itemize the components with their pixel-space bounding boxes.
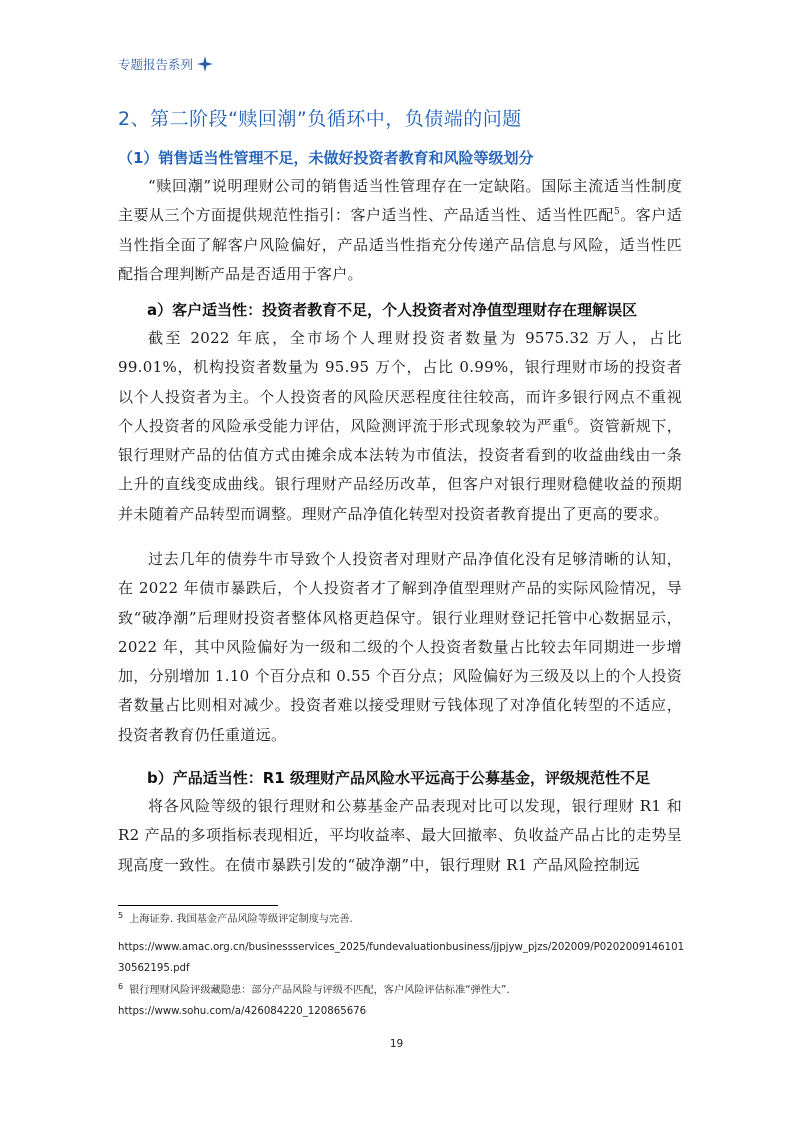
subheading-customer-suitability: a）客户适当性：投资者教育不足，个人投资者对净值型理财存在理解误区 xyxy=(147,301,638,319)
paragraph-customer xyxy=(118,324,682,529)
series-label: 专题报告系列 xyxy=(118,57,194,72)
paragraph-intro xyxy=(118,172,682,289)
footnote-text: 上海证券. 我国基金产品风险等级评定制度与完善. xyxy=(129,914,353,925)
report-series-header xyxy=(118,55,213,73)
paragraph-text: 将各风险等级的银行理财和公募基金产品表现对比可以发现，银行理财 R1 和 R2 产品的多项指标表现相近，平均收益率、最大回撤率、负收益产品占比的走势呈现高度一致性。在债市暴跌引发的“破净潮”中，银行理财 R1 产品风险控制远 xyxy=(118,797,682,874)
footnote-6 xyxy=(118,981,688,998)
page-number: 19 xyxy=(389,1038,404,1050)
footnote-ref-5: 5 xyxy=(613,207,620,218)
subsection-title: （1）销售适当性管理不足，未做好投资者教育和风险等级划分 xyxy=(118,149,534,167)
footnote-text: 银行理财风险评级藏隐患：部分产品风险与评级不匹配，客户风险评估标准“弹性大”. xyxy=(129,985,510,996)
footnote-number: 5 xyxy=(118,910,124,920)
footnote-5-url[interactable]: https://www.amac.org.cn/businessservices_2025/fundevaluationbusiness/jjpjyw_pjzs/202009/P020200914610130562195.pdf xyxy=(118,942,685,974)
subheading-product-suitability: b）产品适当性：R1 级理财产品风险水平远高于公募基金，评级规范性不足 xyxy=(147,769,650,787)
four-point-star-icon xyxy=(197,56,213,72)
paragraph-text: 。资管新规下，银行理财产品的估值方式由摊余成本法转为市值法，投资者看到的收益曲线由一条上升的直线变成曲线。银行理财产品经历改革，但客户对银行理财稳健收益的预期并未随着产品转型而调整。理财产品净值化转型对投资者教育提出了更高的要求。 xyxy=(118,416,682,523)
footnote-number: 6 xyxy=(118,981,124,991)
footnote-5 xyxy=(118,910,688,927)
paragraph-bond-market xyxy=(118,545,682,750)
paragraph-product xyxy=(118,792,682,880)
paragraph-text: 。客户适当性指全面了解客户风险偏好，产品适当性指充分传递产品信息与风险，适当性匹配指合理判断产品是否适用于客户。 xyxy=(118,206,682,283)
paragraph-text: 截至 2022 年底，全市场个人理财投资者数量为 9575.32 万人，占比 99.01%，机构投资者数量为 95.95 万个，占比 0.99%，银行理财市场的投资者以个人投资者为主。个人投资者的风险厌恶程度往往较高，而许多银行网点不重视个人投资者的风险承受能力评估，风险测评流于形式现象较为严重 xyxy=(118,329,682,435)
footnote-6-url[interactable]: https://www.sohu.com/a/426084220_120865676 xyxy=(118,1006,367,1017)
paragraph-text: “赎回潮”说明理财公司的销售适当性管理存在一定缺陷。国际主流适当性制度主要从三个方面提供规范性指引：客户适当性、产品适当性、适当性匹配 xyxy=(118,177,682,225)
section-title: 2、第二阶段“赎回潮”负循环中，负债端的问题 xyxy=(118,108,522,130)
footnote-divider xyxy=(118,905,278,906)
footnote-ref-6: 6 xyxy=(567,417,574,428)
paragraph-text: 过去几年的债券牛市导致个人投资者对理财产品净值化没有足够清晰的认知，在 2022 年债市暴跌后，个人投资者才了解到净值型理财产品的实际风险情况，导致“破净潮”后理财投资者整体风格更趋保守。银行业理财登记托管中心数据显示，2022 年，其中风险偏好为一级和二级的个人投资者数量占比较去年同期进一步增加，分别增加 1.10 个百分点和 0.55 个百分点；风险偏好为三级及以上的个人投资者数量占比则相对减少。投资者难以接受理财亏钱体现了对净值化转型的不适应，投资者教育仍任重道远。 xyxy=(118,550,682,744)
